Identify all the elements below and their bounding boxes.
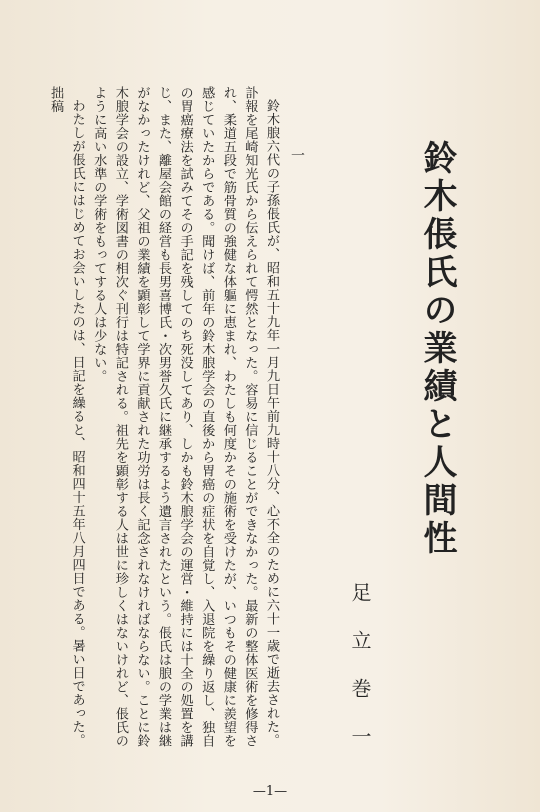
article-title: 鈴木倀氏の業績と人間性 xyxy=(417,140,457,558)
article-body xyxy=(22,86,282,754)
section-number: 一 xyxy=(289,148,305,162)
body-paragraph-1: 鈴木朖六代の子孫倀氏が、昭和五十九年一月九日午前九時十八分、心不全のために六十一歳で逝去された。訃報を尾崎知光氏から伝えられて愕然となった。容易に信じることができなかった。最新の整体医術を修得され、柔道五段で筋骨質の強健な体軀に恵まれ、わたしも何度かその施術を受けたが、いつもその健康に羨望を感じていたからである。聞けば、前年の鈴木朖学会の直後から胃癌の症状を自覚し、入退院を繰り返し、独自の胃癌療法を試みてその手記を残してのち死没してあり、しかも鈴木朖学会の運営・維持には十全の処置を講じ、また、離屋会館の経営も長男喜博氏・次男誉久氏に継承するよう遺言されたという。倀氏は朖の学業は継がなかったけれど、父祖の業績を顕彰して学界に貢献された功労は長く記念されなければならない。ことに鈴木朖学会の設立、学術図書の相次ぐ刊行は特記される。祖先を顕彰する人は世に珍しくはないけれど、倀氏のように高い水準の学術をもってする人は少ない。 xyxy=(91,86,279,748)
body-paragraph-2: わたしが倀氏にはじめてお会いしたのは、日記を繰ると、昭和四十五年八月四日である。暑い日であった。拙稿 xyxy=(48,86,85,748)
author-name: 足立巻一 xyxy=(348,582,372,774)
page-number: —1— xyxy=(252,784,288,799)
